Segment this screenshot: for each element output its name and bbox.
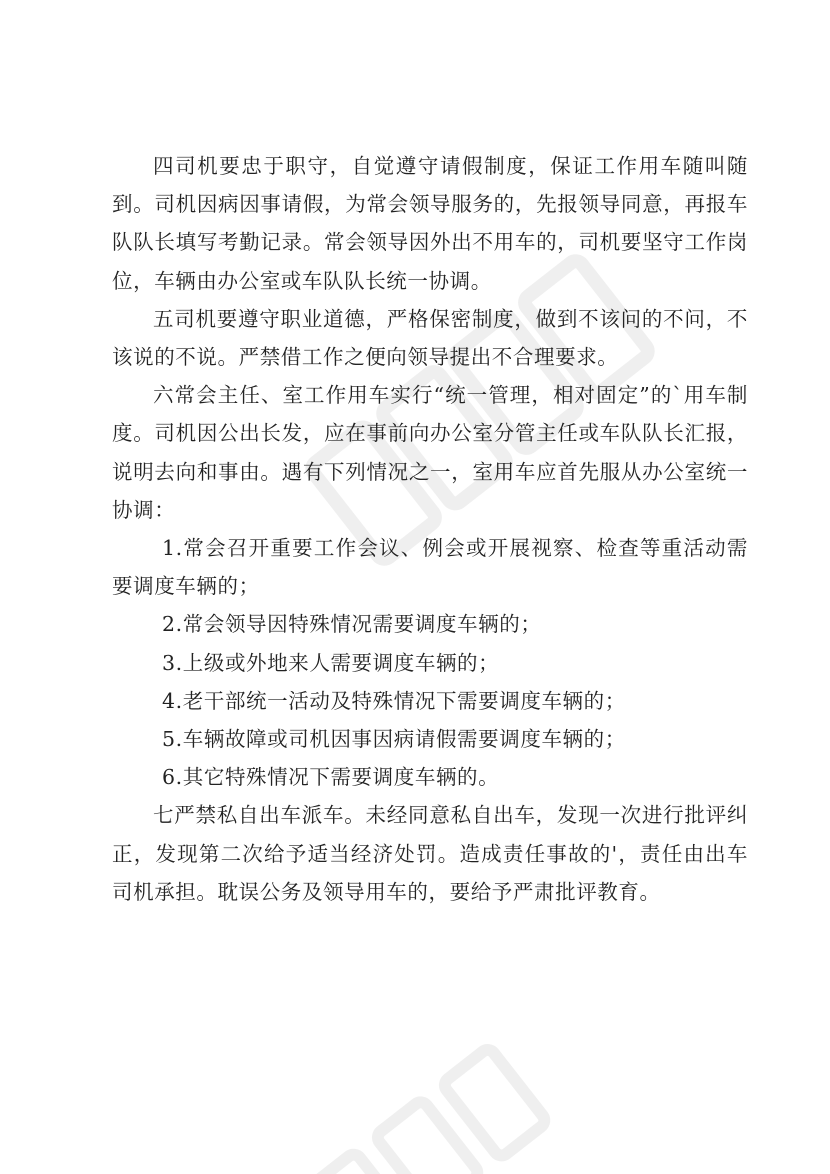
- list-item-4: 4.老干部统一活动及特殊情况下需要调度车辆的；: [162, 688, 626, 713]
- list-item-6: 6.其它特殊情况下需要调度车辆的。: [162, 765, 500, 790]
- watermark-logo-icon-bottom: [291, 1023, 570, 1174]
- document-body: [112, 147, 748, 911]
- list-item-1: 1.常会召开重要工作会议、例会或开展视察、检查等重活动需要调度车辆的；: [112, 536, 748, 599]
- paragraph-7: 七严禁私自出车派车。未经同意私自出车，发现一次进行批评纠正，发现第二次给予适当经济处罚。造成责任事故的'，责任由出车司机承担。耽误公务及领导用车的，要给予严肃批评教育。: [112, 803, 748, 904]
- list-item-2: 2.常会领导因特殊情况需要调度车辆的；: [162, 612, 542, 637]
- paragraph-6: 六常会主任、室工作用车实行“统一管理，相对固定”的`用车制度。司机因公出长发，应在事前向办公室分管主任或车队队长汇报，说明去向和事由。遇有下列情况之一，室用车应首先服从办公室统一协调：: [112, 383, 748, 522]
- paragraph-4: 四司机要忠于职守，自觉遵守请假制度，保证工作用车随叫随到。司机因病因事请假，为常会领导服务的，先报领导同意，再报车队队长填写考勤记录。常会领导因外出不用车的，司机要坚守工作岗位，车辆由办公室或车队队长统一协调。: [112, 154, 748, 293]
- paragraph-5: 五司机要遵守职业道德，严格保密制度，做到不该问的不问，不该说的不说。严禁借工作之便向领导提出不合理要求。: [112, 306, 748, 370]
- list-item-3: 3.上级或外地来人需要调度车辆的；: [162, 650, 500, 675]
- list-item-5: 5.车辆故障或司机因事因病请假需要调度车辆的；: [162, 727, 626, 752]
